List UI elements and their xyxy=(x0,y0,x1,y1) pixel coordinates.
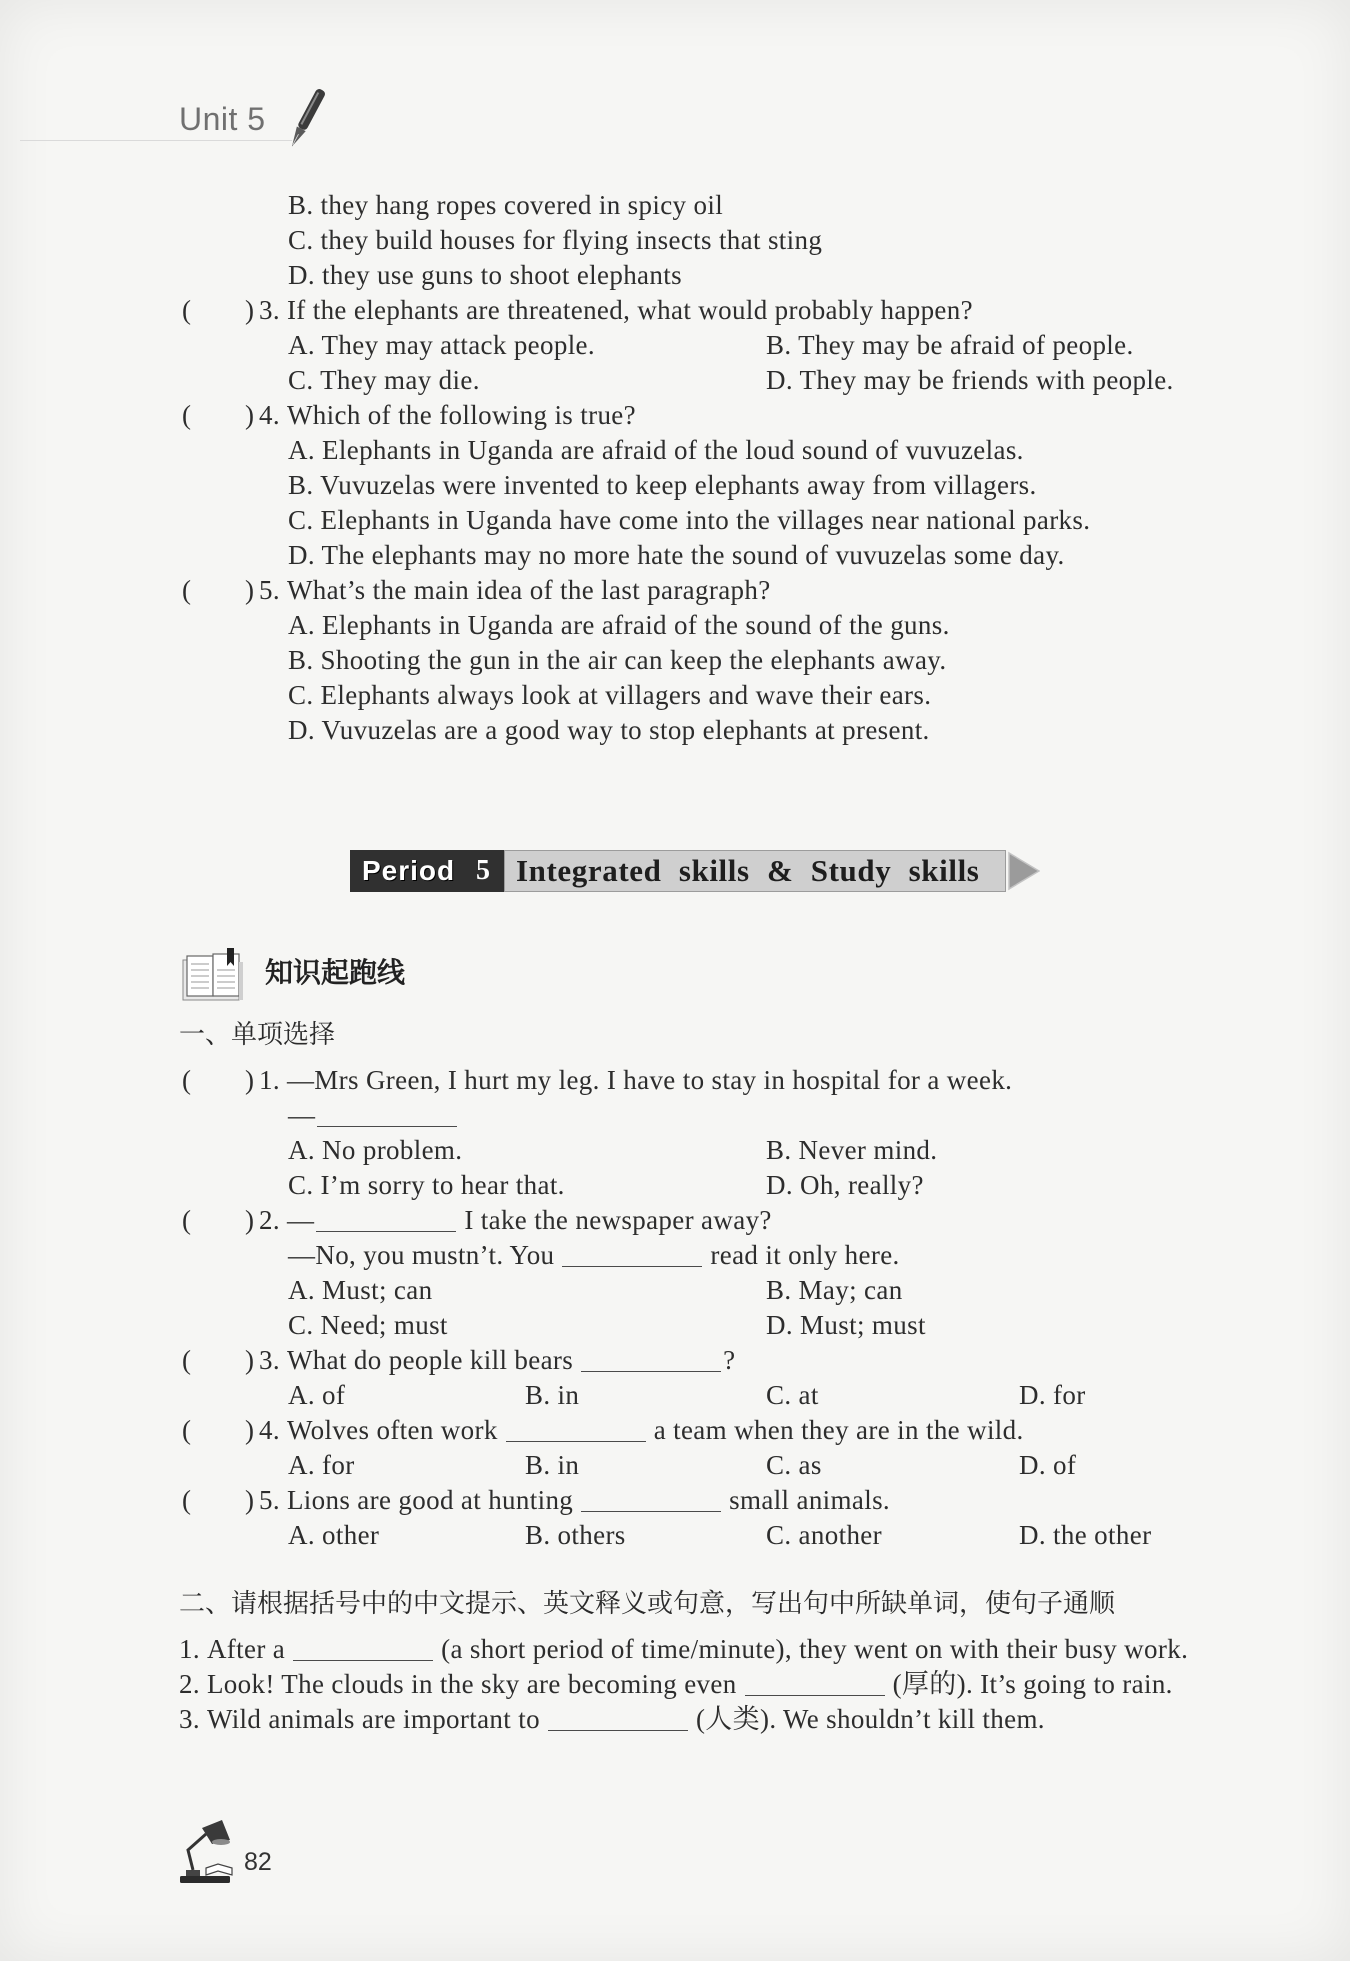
question-text xyxy=(179,1632,1188,1667)
question-line xyxy=(0,1702,1350,1737)
answer-blank xyxy=(316,1211,456,1232)
answer-blank xyxy=(581,1351,721,1372)
question-stem: — xyxy=(288,1100,316,1130)
question-line xyxy=(0,1413,1350,1448)
question-text xyxy=(259,398,636,433)
question-text xyxy=(259,1343,735,1378)
answer-blank xyxy=(548,1710,688,1731)
option-text: D. Must; must xyxy=(766,1310,926,1340)
option-text: D. Vuvuzelas are a good way to stop elephants at present. xyxy=(288,715,930,745)
option-text: C. they build houses for flying insects that sting xyxy=(288,225,823,255)
option-line xyxy=(0,363,1350,398)
question-text xyxy=(259,293,973,328)
option-line xyxy=(0,1133,1350,1168)
option-text: B. They may be afraid of people. xyxy=(766,330,1134,360)
question-number: 4. xyxy=(259,400,280,430)
stem-before: — xyxy=(286,1205,315,1235)
option-text: B. they hang ropes covered in spicy oil xyxy=(288,190,724,220)
question-number: 1. xyxy=(179,1634,200,1664)
question-text xyxy=(259,1203,772,1238)
period-word: Period xyxy=(362,855,456,886)
option-line xyxy=(0,223,1350,258)
option-line xyxy=(0,468,1350,503)
option-text: D. They may be friends with people. xyxy=(766,365,1174,395)
answer-bracket-open: ( xyxy=(182,1485,192,1515)
stem-after: (人类). We shouldn’t kill them. xyxy=(695,1704,1045,1734)
option-text: A. They may attack people. xyxy=(288,330,595,360)
option-text: C. Elephants in Uganda have come into the villages near national parks. xyxy=(288,505,1091,535)
question-stem: What’s the main idea of the last paragraph? xyxy=(286,575,771,605)
answer-blank xyxy=(581,1491,721,1512)
question-line xyxy=(0,1098,1350,1133)
reading-questions xyxy=(0,188,1350,748)
stem-before: Look! The clouds in the sky are becoming even xyxy=(206,1669,737,1699)
period-title: Integrated skills & Study skills xyxy=(504,850,1006,892)
stem-before: Lions are good at hunting xyxy=(286,1485,574,1515)
option-text: C. They may die. xyxy=(288,365,480,395)
pen-icon xyxy=(284,84,328,156)
question-text xyxy=(259,573,771,608)
option-text: C. as xyxy=(766,1450,822,1480)
option-text: C. at xyxy=(766,1380,819,1410)
option-text: B. in xyxy=(525,1450,580,1480)
option-text: C. Elephants always look at villagers and wave their ears. xyxy=(288,680,932,710)
option-line xyxy=(0,433,1350,468)
option-text: B. Shooting the gun in the air can keep the elephants away. xyxy=(288,645,947,675)
arrow-right-icon xyxy=(1008,851,1040,891)
question-text xyxy=(259,1483,890,1518)
option-line xyxy=(0,503,1350,538)
question-text xyxy=(179,1667,1173,1702)
question-line xyxy=(0,1667,1350,1702)
question-number: 1. xyxy=(259,1065,280,1095)
stem-before: Wolves often work xyxy=(286,1415,498,1445)
question-text xyxy=(259,1063,1012,1098)
answer-blank xyxy=(506,1421,646,1442)
stem-after: (厚的). It’s going to rain. xyxy=(892,1669,1173,1699)
option-line xyxy=(0,1518,1350,1553)
question-text xyxy=(179,1702,1045,1737)
stem-after: ? xyxy=(723,1345,736,1375)
option-text: A. for xyxy=(288,1450,355,1480)
answer-bracket-close: ) xyxy=(245,1205,255,1235)
question-number: 2. xyxy=(179,1669,200,1699)
option-text: A. No problem. xyxy=(288,1135,463,1165)
question-number: 3. xyxy=(259,295,280,325)
stem-after: read it only here. xyxy=(710,1240,900,1270)
question-line xyxy=(0,398,1350,433)
answer-bracket-close: ) xyxy=(245,1485,255,1515)
answer-blank xyxy=(317,1106,457,1127)
question-stem xyxy=(287,1485,890,1515)
part-two-heading: 二、请根据括号中的中文提示、英文释义或句意，写出句中所缺单词，使句子通顺 xyxy=(179,1589,1116,1619)
question-line xyxy=(0,1343,1350,1378)
option-text: B. others xyxy=(525,1520,626,1550)
question-number: 3. xyxy=(259,1345,280,1375)
period-banner xyxy=(350,850,1040,892)
option-text: A. Must; can xyxy=(288,1275,433,1305)
stem-after: a team when they are in the wild. xyxy=(653,1415,1024,1445)
option-line xyxy=(0,643,1350,678)
option-line xyxy=(0,1273,1350,1308)
question-stem xyxy=(287,1205,772,1235)
option-text: D. The elephants may no more hate the sound of vuvuzelas some day. xyxy=(288,540,1065,570)
option-text: D. they use guns to shoot elephants xyxy=(288,260,682,290)
question-line xyxy=(0,1632,1350,1667)
question-line xyxy=(0,1238,1350,1273)
answer-bracket-open: ( xyxy=(182,1205,192,1235)
period-number: 5 xyxy=(476,855,490,886)
option-text: D. of xyxy=(1019,1450,1077,1480)
answer-bracket-close: ) xyxy=(245,400,255,430)
option-line xyxy=(0,1168,1350,1203)
option-text: D. for xyxy=(1019,1380,1086,1410)
answer-blank xyxy=(562,1246,702,1267)
question-stem xyxy=(287,1415,1024,1445)
question-text xyxy=(288,1238,900,1273)
answer-bracket-open: ( xyxy=(182,575,192,605)
question-stem xyxy=(287,1345,736,1375)
option-text: B. May; can xyxy=(766,1275,903,1305)
option-text: C. another xyxy=(766,1520,882,1550)
option-line xyxy=(0,1308,1350,1343)
option-line xyxy=(0,678,1350,713)
stem-before: What do people kill bears xyxy=(286,1345,574,1375)
option-line xyxy=(0,188,1350,223)
answer-bracket-close: ) xyxy=(245,1065,255,1095)
open-book-icon xyxy=(179,946,247,1002)
question-line xyxy=(0,1203,1350,1238)
unit-label: Unit 5 xyxy=(179,101,266,137)
answer-bracket-close: ) xyxy=(245,575,255,605)
option-text: A. of xyxy=(288,1380,346,1410)
section-title: 知识起跑线 xyxy=(265,956,406,989)
answer-bracket-open: ( xyxy=(182,1065,192,1095)
answer-blank xyxy=(745,1675,885,1696)
answer-blank xyxy=(293,1640,433,1661)
option-line xyxy=(0,258,1350,293)
stem-after: (a short period of time/minute), they went on with their busy work. xyxy=(441,1634,1189,1664)
question-number: 3. xyxy=(179,1704,200,1734)
option-text: C. I’m sorry to hear that. xyxy=(288,1170,565,1200)
option-text: C. Need; must xyxy=(288,1310,448,1340)
stem-before: —No, you mustn’t. You xyxy=(288,1240,555,1270)
stem-after: I take the newspaper away? xyxy=(464,1205,772,1235)
question-number: 5. xyxy=(259,1485,280,1515)
period-badge xyxy=(350,850,504,892)
option-line xyxy=(0,1378,1350,1413)
option-line xyxy=(0,1448,1350,1483)
answer-bracket-close: ) xyxy=(245,1415,255,1445)
question-line xyxy=(0,1063,1350,1098)
question-stem: If the elephants are threatened, what would probably happen? xyxy=(286,295,973,325)
option-text: D. Oh, really? xyxy=(766,1170,924,1200)
header-rule xyxy=(20,140,292,141)
answer-bracket-open: ( xyxy=(182,1345,192,1375)
answer-bracket-open: ( xyxy=(182,1415,192,1445)
part-two-questions xyxy=(0,1632,1350,1737)
stem-after: small animals. xyxy=(729,1485,891,1515)
part-one-heading: 一、单项选择 xyxy=(179,1020,336,1050)
question-stem: Which of the following is true? xyxy=(286,400,636,430)
option-text: A. Elephants in Uganda are afraid of the sound of the guns. xyxy=(288,610,950,640)
option-text: A. other xyxy=(288,1520,380,1550)
question-line xyxy=(0,573,1350,608)
question-stem: —Mrs Green, I hurt my leg. I have to stay in hospital for a week. xyxy=(286,1065,1013,1095)
answer-bracket-open: ( xyxy=(182,295,192,325)
option-text: B. Never mind. xyxy=(766,1135,938,1165)
part-one-questions xyxy=(0,1063,1350,1553)
question-text xyxy=(259,1413,1024,1448)
option-line xyxy=(0,608,1350,643)
option-line xyxy=(0,328,1350,363)
option-text: B. in xyxy=(525,1380,580,1410)
option-text: D. the other xyxy=(1019,1520,1152,1550)
stem-before: Wild animals are important to xyxy=(206,1704,540,1734)
desk-lamp-icon xyxy=(178,1818,242,1884)
question-number: 5. xyxy=(259,575,280,605)
answer-bracket-close: ) xyxy=(245,1345,255,1375)
question-text xyxy=(288,1098,465,1133)
page-number: 82 xyxy=(244,1848,272,1876)
option-text: A. Elephants in Uganda are afraid of the loud sound of vuvuzelas. xyxy=(288,435,1024,465)
option-text: B. Vuvuzelas were invented to keep elephants away from villagers. xyxy=(288,470,1037,500)
answer-bracket-close: ) xyxy=(245,295,255,325)
question-line xyxy=(0,1483,1350,1518)
option-line xyxy=(0,538,1350,573)
option-line xyxy=(0,713,1350,748)
stem-before: After a xyxy=(206,1634,286,1664)
question-number: 4. xyxy=(259,1415,280,1445)
question-line xyxy=(0,293,1350,328)
question-number: 2. xyxy=(259,1205,280,1235)
answer-bracket-open: ( xyxy=(182,400,192,430)
